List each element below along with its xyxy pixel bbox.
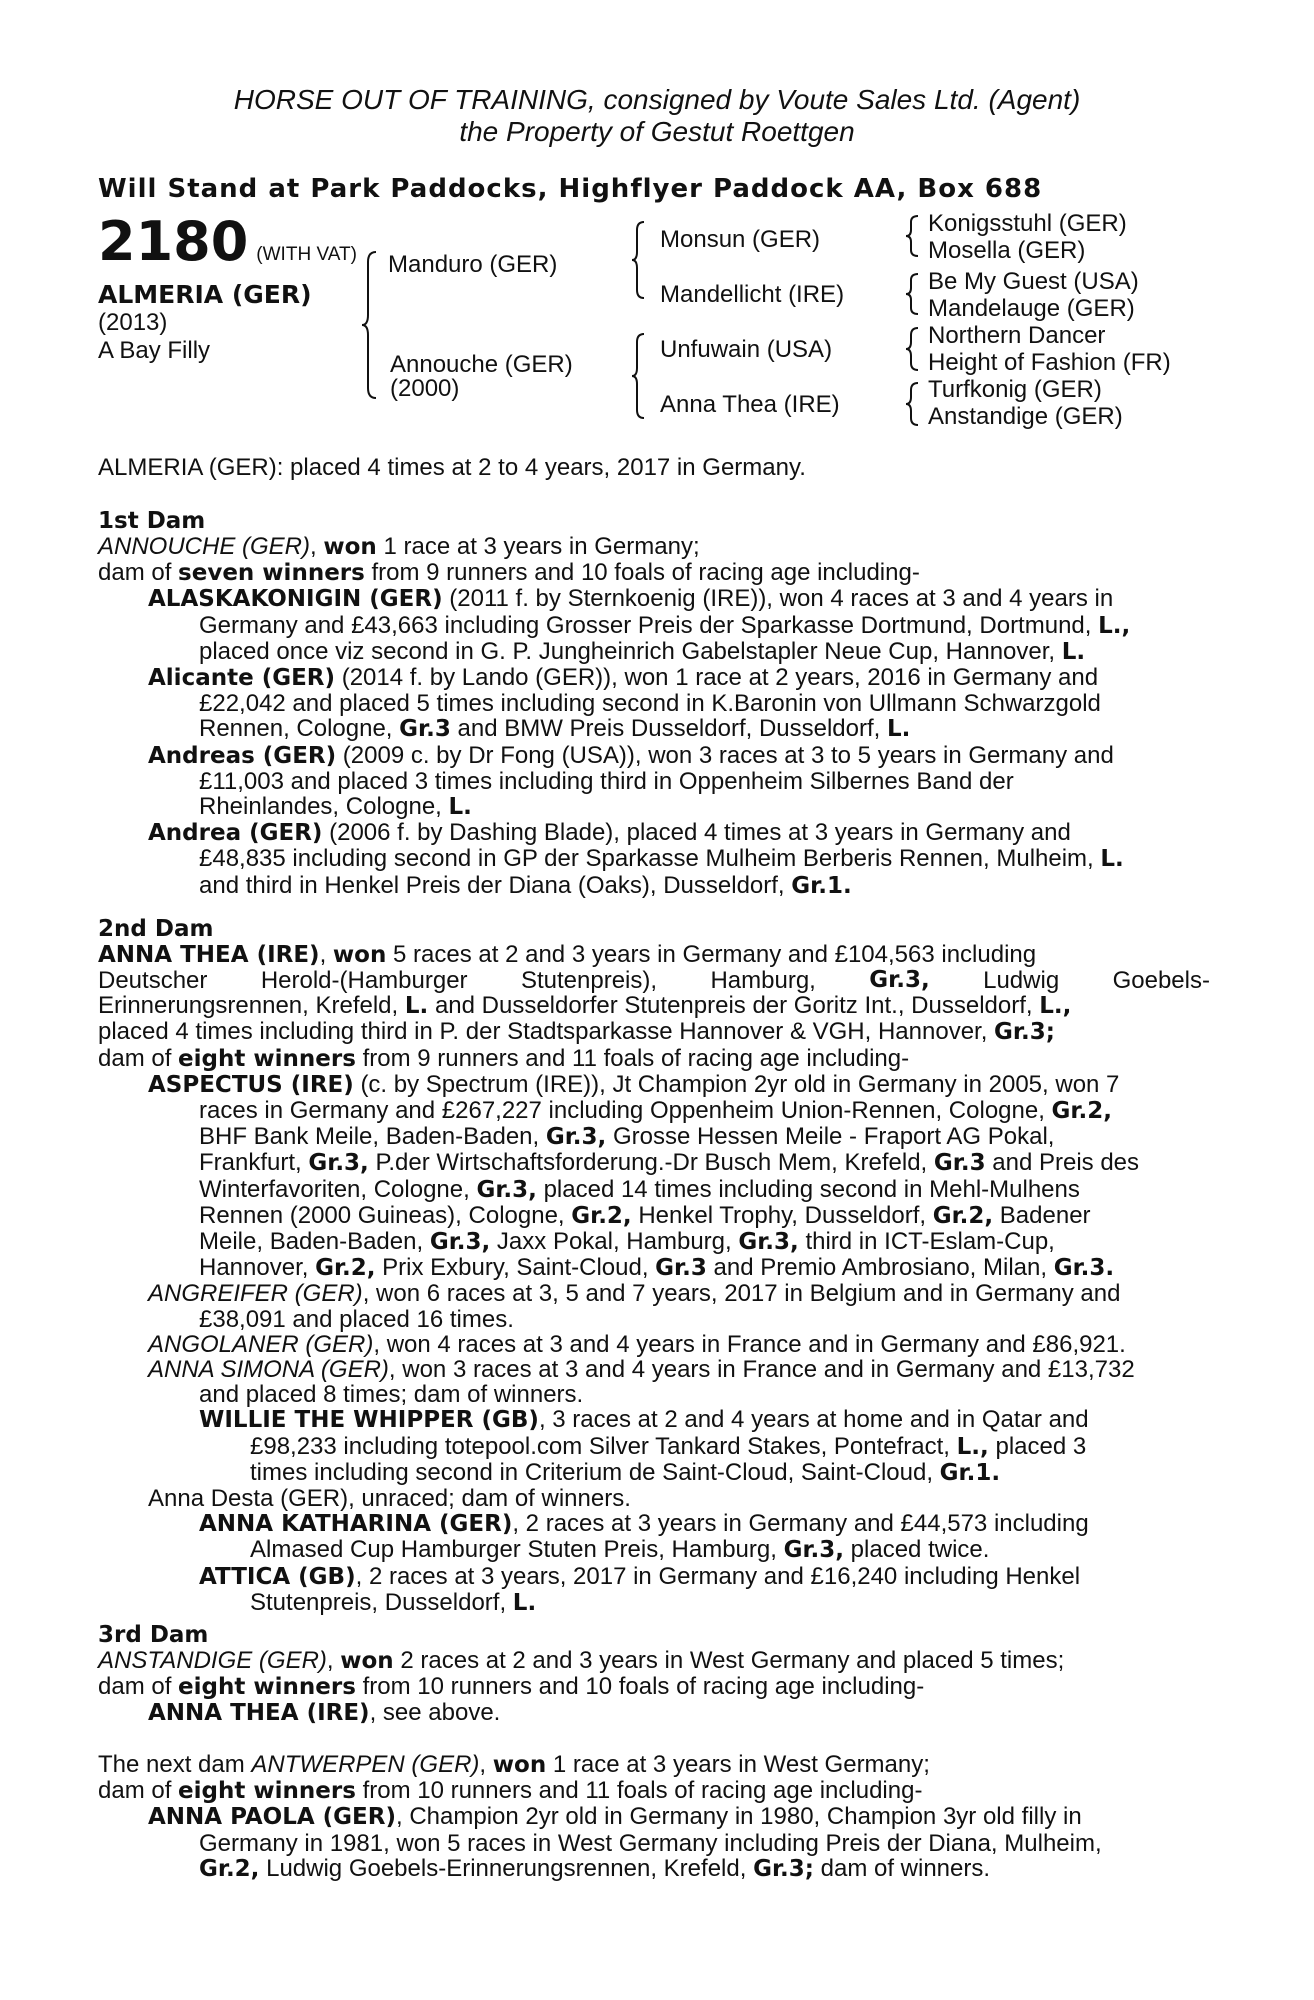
produce-entry-cont: £48,835 including second in GP der Sparkasse Mulheim Berberis Rennen, Mulheim, L. [199,845,1124,873]
pedigree-dam-year: (2000) [390,375,460,402]
produce-entry-cont: £22,042 and placed 5 times including second in K.Baronin von Ullmann Schwarzgold [199,690,1101,718]
grandproduce-entry-cont: Stutenpreis, Dusseldorf, L. [250,1588,537,1616]
produce-entry-cont: £11,003 and placed 3 times including third in Oppenheim Silbernes Band der [199,767,1014,795]
produce-entry-cont: Germany in 1981, won 5 races in West Germany including Preis der Diana, Mulheim, [199,1829,1102,1857]
produce-entry-cont: Rheinlandes, Cologne, L. [199,793,472,821]
consignor-header [0,84,1314,148]
produce-entry: Anna Desta (GER), unraced; dam of winners. [148,1485,631,1513]
produce-entry-cont: Frankfurt, Gr.3, P.der Wirtschaftsforderung.-Dr Busch Mem, Krefeld, Gr.3 and Preis des [199,1149,1140,1177]
produce-entry-cont: BHF Bank Meile, Baden-Baden, Gr.3, Grosse Hessen Meile - Fraport AG Pokal, [199,1123,1055,1151]
horse-name: ALMERIA (GER) [98,280,312,309]
dam-line: ANNA THEA (IRE), won 5 races at 2 and 3 years in Germany and £104,563 including [98,941,1037,968]
stand-location: Will Stand at Park Paddocks, Highflyer Paddock AA, Box 688 [98,174,1043,204]
grandproduce-entry: ATTICA (GB), 2 races at 3 years, 2017 in Germany and £16,240 including Henkel [199,1562,1081,1590]
pedigree-brace-ss [906,214,922,258]
header-line-2: the Property of Gestut Roettgen [459,116,855,147]
produce-entry-cont: Rennen, Cologne, Gr.3 and BMW Preis Dusseldorf, Dusseldorf, L. [199,715,911,743]
pedigree-brace-sire [632,220,648,300]
pedigree-sdd: Mandelauge (GER) [928,295,1135,322]
produce-entry: ANNA SIMONA (GER), won 3 races at 3 and 4 years in France and in Germany and £13,732 [148,1356,1135,1384]
dam-line: placed 4 times including third in P. der Stadtsparkasse Hannover & VGH, Hannover, Gr.3; [98,1018,1055,1046]
produce-entry: ANNA THEA (IRE), see above. [148,1699,501,1727]
produce-entry-cont: and placed 8 times; dam of winners. [199,1381,584,1409]
produce-entry: ANNA PAOLA (GER), Champion 2yr old in Germany in 1980, Champion 3yr old filly in [148,1803,1082,1831]
produce-entry-cont: and third in Henkel Preis der Diana (Oaks), Dusseldorf, Gr.1. [199,871,852,899]
dam-line: The next dam ANTWERPEN (GER), won 1 race at 3 years in West Germany; [98,1751,930,1778]
produce-entry: ANGREIFER (GER), won 6 races at 3, 5 and 7 years, 2017 in Belgium and in Germany and [148,1280,1121,1308]
pedigree-brace-main [362,250,382,400]
pedigree-dam: Annouche (GER) [390,351,573,378]
produce-entry-cont: placed once viz second in G. P. Jungheinrich Gabelstapler Neue Cup, Hannover, L. [199,637,1086,665]
produce-entry-cont: Rennen (2000 Guineas), Cologne, Gr.2, Henkel Trophy, Dusseldorf, Gr.2, Badener [199,1201,1091,1229]
pedigree-sire-sire: Monsun (GER) [660,226,821,253]
produce-entry-cont: Gr.2, Ludwig Goebels-Erinnerungsrennen, Krefeld, Gr.3; dam of winners. [199,1854,991,1882]
header-line-1: HORSE OUT OF TRAINING, consigned by Voute Sales Ltd. (Agent) [233,84,1081,115]
produce-entry: ALASKAKONIGIN (GER) (2011 f. by Sternkoenig (IRE)), won 4 races at 3 and 4 years in [148,585,1114,613]
section-heading: 1st Dam [98,508,206,534]
horse-summary: ALMERIA (GER): placed 4 times at 2 to 4 years, 2017 in Germany. [98,454,806,481]
pedigree-brace-sd [906,272,922,316]
dam-line: ANSTANDIGE (GER), won 2 races at 2 and 3 years in West Germany and placed 5 times; [98,1647,1065,1674]
pedigree-sire-dam: Mandellicht (IRE) [660,281,845,308]
dam-line-justified: Deutscher Herold-(Hamburger Stutenpreis), Hamburg, Gr.3, Ludwig Goebels- [98,967,1210,995]
produce-entry: ANGOLANER (GER), won 4 races at 3 and 4 years in France and in Germany and £86,921. [148,1330,1126,1358]
next-dam-section [98,1752,1210,1882]
first-dam-section [98,508,1210,899]
dam-produce-line: dam of eight winners from 10 runners and 10 foals of racing age including- [98,1673,925,1701]
horse-year: (2013) [98,309,168,336]
pedigree-brace-dd [906,381,922,427]
pedigree-dam-sire: Unfuwain (USA) [660,336,833,363]
lot-number-block [98,212,357,272]
grandproduce-entry-cont: times including second in Criterium de Saint-Cloud, Saint-Cloud, Gr.1. [250,1458,1001,1486]
pedigree-sds: Be My Guest (USA) [928,268,1139,295]
pedigree-sire: Manduro (GER) [388,251,558,278]
produce-entry: Andreas (GER) (2009 c. by Dr Fong (USA)), won 3 races at 3 to 5 years in Germany and [148,741,1114,769]
produce-entry-cont: £38,091 and placed 16 times. [199,1305,514,1333]
grandproduce-entry: ANNA KATHARINA (GER), 2 races at 3 years in Germany and £44,573 including [199,1510,1089,1538]
dam-line: Erinnerungsrennen, Krefeld, L. and Dusseldorfer Stutenpreis der Goritz Int., Dusseldorf, L., [98,992,1072,1020]
second-dam-section [98,916,1210,1616]
vat-label: (WITH VAT) [256,244,357,265]
dam-produce-line: dam of seven winners from 9 runners and 10 foals of racing age including- [98,559,920,587]
pedigree-dss: Northern Dancer [928,322,1106,349]
pedigree-ddd: Anstandige (GER) [928,403,1123,430]
produce-entry: Andrea (GER) (2006 f. by Dashing Blade), placed 4 times at 3 years in Germany and [148,819,1071,847]
dam-produce-line: dam of eight winners from 9 runners and 11 foals of racing age including- [98,1044,910,1072]
section-heading: 2nd Dam [98,916,214,942]
pedigree-brace-dam [632,332,648,420]
pedigree-dam-dam: Anna Thea (IRE) [660,391,840,418]
pedigree-dsd: Height of Fashion (FR) [928,349,1171,376]
horse-description: A Bay Filly [98,337,211,364]
grandproduce-entry: WILLIE THE WHIPPER (GB), 3 races at 2 and 4 years at home and in Qatar and [199,1406,1089,1434]
produce-entry: ASPECTUS (IRE) (c. by Spectrum (IRE)), Jt Champion 2yr old in Germany in 2005, won 7 [148,1070,1120,1098]
produce-entry-cont: Meile, Baden-Baden, Gr.3, Jaxx Pokal, Hamburg, Gr.3, third in ICT-Eslam-Cup, [199,1228,1055,1256]
section-heading: 3rd Dam [98,1622,209,1648]
third-dam-section [98,1622,1210,1727]
produce-entry: Alicante (GER) (2014 f. by Lando (GER)), won 1 race at 2 years, 2016 in Germany and [148,664,1099,692]
pedigree-sss: Konigsstuhl (GER) [928,210,1127,237]
dam-line: ANNOUCHE (GER), won 1 race at 3 years in Germany; [98,533,700,560]
grandproduce-entry-cont: Almased Cup Hamburger Stuten Preis, Hamburg, Gr.3, placed twice. [250,1536,990,1564]
produce-entry-cont: Germany and £43,663 including Grosser Preis der Sparkasse Dortmund, Dortmund, L., [199,611,1131,639]
lot-number: 2180 [98,210,249,273]
produce-entry-cont: Winterfavoriten, Cologne, Gr.3, placed 14 times including second in Mehl-Mulhens [199,1175,1080,1203]
dam-produce-line: dam of eight winners from 10 runners and 11 foals of racing age including- [98,1777,923,1805]
pedigree-ssd: Mosella (GER) [928,237,1086,264]
pedigree-brace-ds [906,326,922,372]
grandproduce-entry-cont: £98,233 including totepool.com Silver Tankard Stakes, Pontefract, L., placed 3 [250,1432,1087,1460]
pedigree-dds: Turfkonig (GER) [928,376,1102,403]
produce-entry-cont: races in Germany and £267,227 including Oppenheim Union-Rennen, Cologne, Gr.2, [199,1097,1112,1125]
produce-entry-cont: Hannover, Gr.2, Prix Exbury, Saint-Cloud, Gr.3 and Premio Ambrosiano, Milan, Gr.3. [199,1254,1115,1282]
